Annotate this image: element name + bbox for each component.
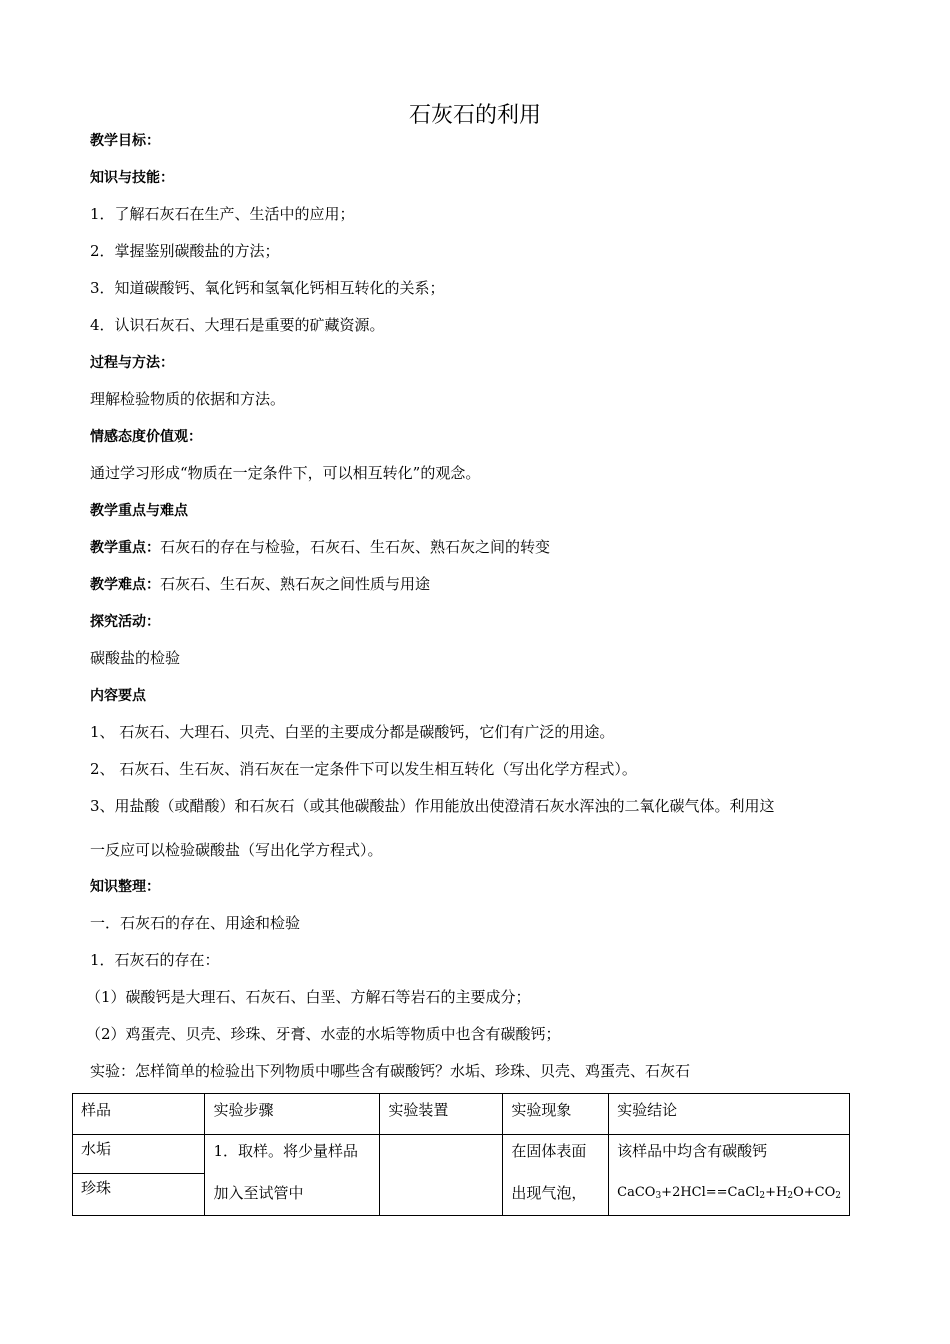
knowledge-item: 2．掌握鉴别碳酸盐的方法； xyxy=(90,242,280,260)
table-header-cell: 实验步骤 xyxy=(205,1094,380,1135)
table-header-cell: 实验装置 xyxy=(380,1094,503,1135)
content-heading: 内容要点 xyxy=(90,688,146,704)
content-item: 3、用盐酸（或醋酸）和石灰石（或其他碳酸盐）作用能放出使澄清石灰水浑浊的二氧化碳气体。利用这 xyxy=(90,797,775,815)
inquiry-text: 碳酸盐的检验 xyxy=(90,649,181,667)
sample-cell xyxy=(73,1135,205,1216)
key-point-text: 石灰石的存在与检验，石灰石、生石灰、熟石灰之间的转变 xyxy=(160,538,551,556)
key-point xyxy=(90,537,550,558)
key-heading: 教学重点与难点 xyxy=(90,503,188,519)
formula-subscript: 2 xyxy=(759,1191,766,1201)
sample-name: 水垢 xyxy=(73,1135,204,1174)
phenomenon-cell xyxy=(503,1135,609,1216)
difficulty-label: 教学难点： xyxy=(90,577,160,593)
conclusion-cell xyxy=(609,1135,850,1216)
table-row xyxy=(73,1135,850,1216)
table-header-cell: 实验现象 xyxy=(503,1094,609,1135)
experiment-table xyxy=(72,1093,850,1216)
key-point-label: 教学重点： xyxy=(90,540,160,556)
phenomenon-line: 在固体表面 xyxy=(511,1142,587,1160)
step-line: 加入至试管中 xyxy=(213,1184,304,1202)
apparatus-cell xyxy=(380,1135,503,1216)
formula-subscript: 2 xyxy=(787,1191,794,1201)
process-text: 理解检验物质的依据和方法。 xyxy=(90,390,286,408)
phenomenon-line: 出现气泡， xyxy=(511,1184,587,1202)
existence-item: （1）碳酸钙是大理石、石灰石、白垩、方解石等岩石的主要成分； xyxy=(86,988,531,1006)
process-heading: 过程与方法： xyxy=(90,355,174,371)
conclusion-text: 该样品中均含有碳酸钙 xyxy=(617,1142,768,1160)
formula-subscript: 3 xyxy=(655,1191,662,1201)
knowledge-item: 3．知道碳酸钙、氧化钙和氢氧化钙相互转化的关系； xyxy=(90,279,445,297)
chemical-equation xyxy=(617,1183,841,1206)
formula-part: CaCO xyxy=(617,1185,656,1200)
experiment-question: 实验：怎样简单的检验出下列物质中哪些含有碳酸钙？水垢、珍珠、贝壳、鸡蛋壳、石灰石 xyxy=(90,1062,691,1080)
knowledge-item: 4．认识石灰石、大理石是重要的矿藏资源。 xyxy=(90,316,385,334)
formula-subscript: 2 xyxy=(835,1191,841,1201)
sample-name: 珍珠 xyxy=(81,1179,112,1197)
knowledge-heading: 知识与技能： xyxy=(90,170,174,186)
content-item: 1、 石灰石、大理石、贝壳、白垩的主要成分都是碳酸钙，它们有广泛的用途。 xyxy=(90,723,615,741)
formula-part: +H xyxy=(765,1185,788,1200)
content-item: 一反应可以检验碳酸盐（写出化学方程式）。 xyxy=(90,841,383,859)
section-heading: 一．石灰石的存在、用途和检验 xyxy=(90,914,301,932)
inquiry-heading: 探究活动： xyxy=(90,614,160,630)
formula-part: +2HCl==CaCl xyxy=(661,1185,760,1200)
emotion-heading: 情感态度价值观： xyxy=(90,429,202,445)
difficulty-text: 石灰石、生石灰、熟石灰之间性质与用途 xyxy=(160,575,431,593)
difficulty-point xyxy=(90,574,430,595)
knowledge-item: 1．了解石灰石在生产、生活中的应用； xyxy=(90,205,355,223)
existence-item: （2）鸡蛋壳、贝壳、珍珠、牙膏、水壶的水垢等物质中也含有碳酸钙； xyxy=(86,1025,561,1043)
table-header-cell: 样品 xyxy=(73,1094,205,1135)
step-cell xyxy=(205,1135,380,1216)
emotion-text: 通过学习形成“物质在一定条件下，可以相互转化”的观念。 xyxy=(90,464,481,482)
table-header-cell: 实验结论 xyxy=(609,1094,850,1135)
goals-heading: 教学目标： xyxy=(90,133,160,149)
content-item: 2、 石灰石、生石灰、消石灰在一定条件下可以发生相互转化（写出化学方程式）。 xyxy=(90,760,637,778)
table-header-row xyxy=(73,1094,850,1135)
summary-heading: 知识整理： xyxy=(90,879,160,895)
page-title: 石灰石的利用 xyxy=(408,103,541,128)
step-line: 1．取样。将少量样品 xyxy=(213,1142,358,1160)
subsection-heading: 1．石灰石的存在： xyxy=(90,951,220,969)
formula-part: O+CO xyxy=(793,1185,836,1200)
